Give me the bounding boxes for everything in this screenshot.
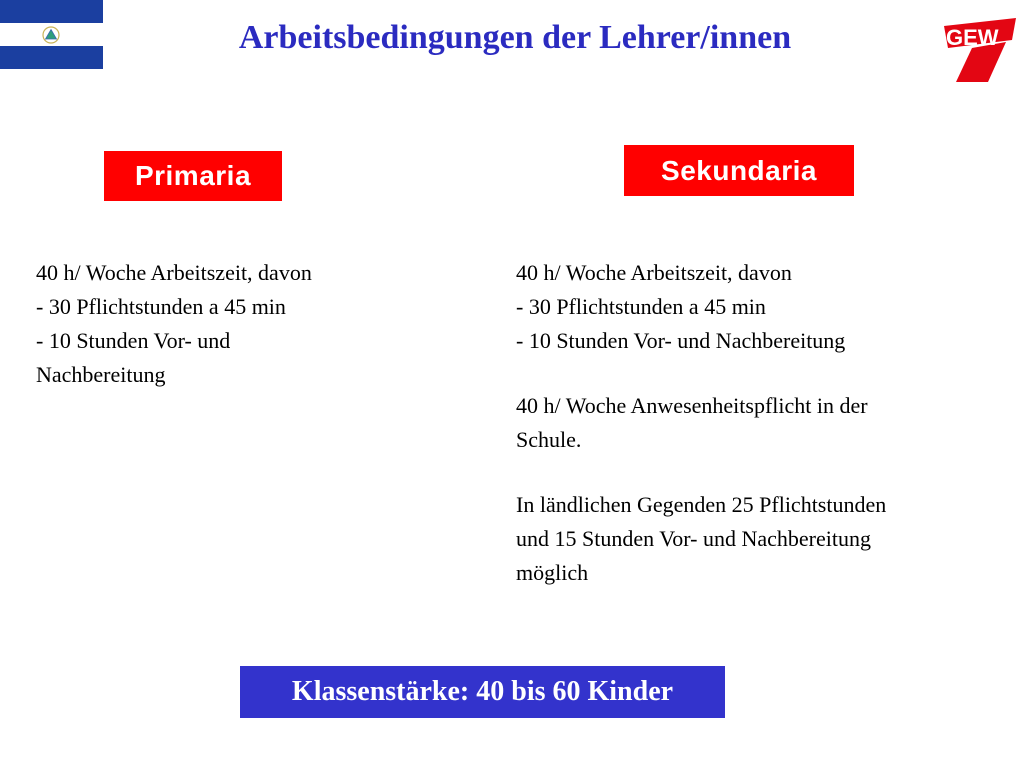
nicaragua-flag-icon xyxy=(0,0,103,69)
sekundaria-line: In ländlichen Gegenden 25 Pflichtstunden xyxy=(516,492,887,517)
sekundaria-line: Schule. xyxy=(516,427,582,452)
sekundaria-line: und 15 Stunden Vor- und Nachbereitung xyxy=(516,526,871,551)
paragraph-spacer xyxy=(516,457,1006,488)
page-title: Arbeitsbedingungen der Lehrer/innen xyxy=(238,19,792,56)
primaria-line: - 10 Stunden Vor- und xyxy=(36,328,231,353)
sekundaria-line: möglich xyxy=(516,560,589,585)
sekundaria-line: - 10 Stunden Vor- und Nachbereitung xyxy=(516,328,846,353)
flag-band-top xyxy=(0,0,103,23)
gew-logo-icon xyxy=(942,18,1018,82)
sekundaria-label: Sekundaria xyxy=(624,145,854,196)
primaria-line: 40 h/ Woche Arbeitszeit, davon xyxy=(36,260,312,285)
sekundaria-line: 40 h/ Woche Anwesenheitspflicht in der xyxy=(516,393,868,418)
sekundaria-line: 40 h/ Woche Arbeitszeit, davon xyxy=(516,260,792,285)
flag-emblem-icon xyxy=(42,26,60,44)
primaria-label: Primaria xyxy=(104,151,282,201)
primaria-line: - 30 Pflichtstunden a 45 min xyxy=(36,294,286,319)
class-size-banner: Klassenstärke: 40 bis 60 Kinder xyxy=(240,666,725,718)
primaria-line: Nachbereitung xyxy=(36,362,166,387)
sekundaria-details xyxy=(516,256,1006,590)
paragraph-spacer xyxy=(516,358,1006,389)
sekundaria-line: - 30 Pflichtstunden a 45 min xyxy=(516,294,766,319)
primaria-details xyxy=(36,256,416,392)
flag-band-bottom xyxy=(0,46,103,69)
logo-text: GEW xyxy=(946,25,999,50)
